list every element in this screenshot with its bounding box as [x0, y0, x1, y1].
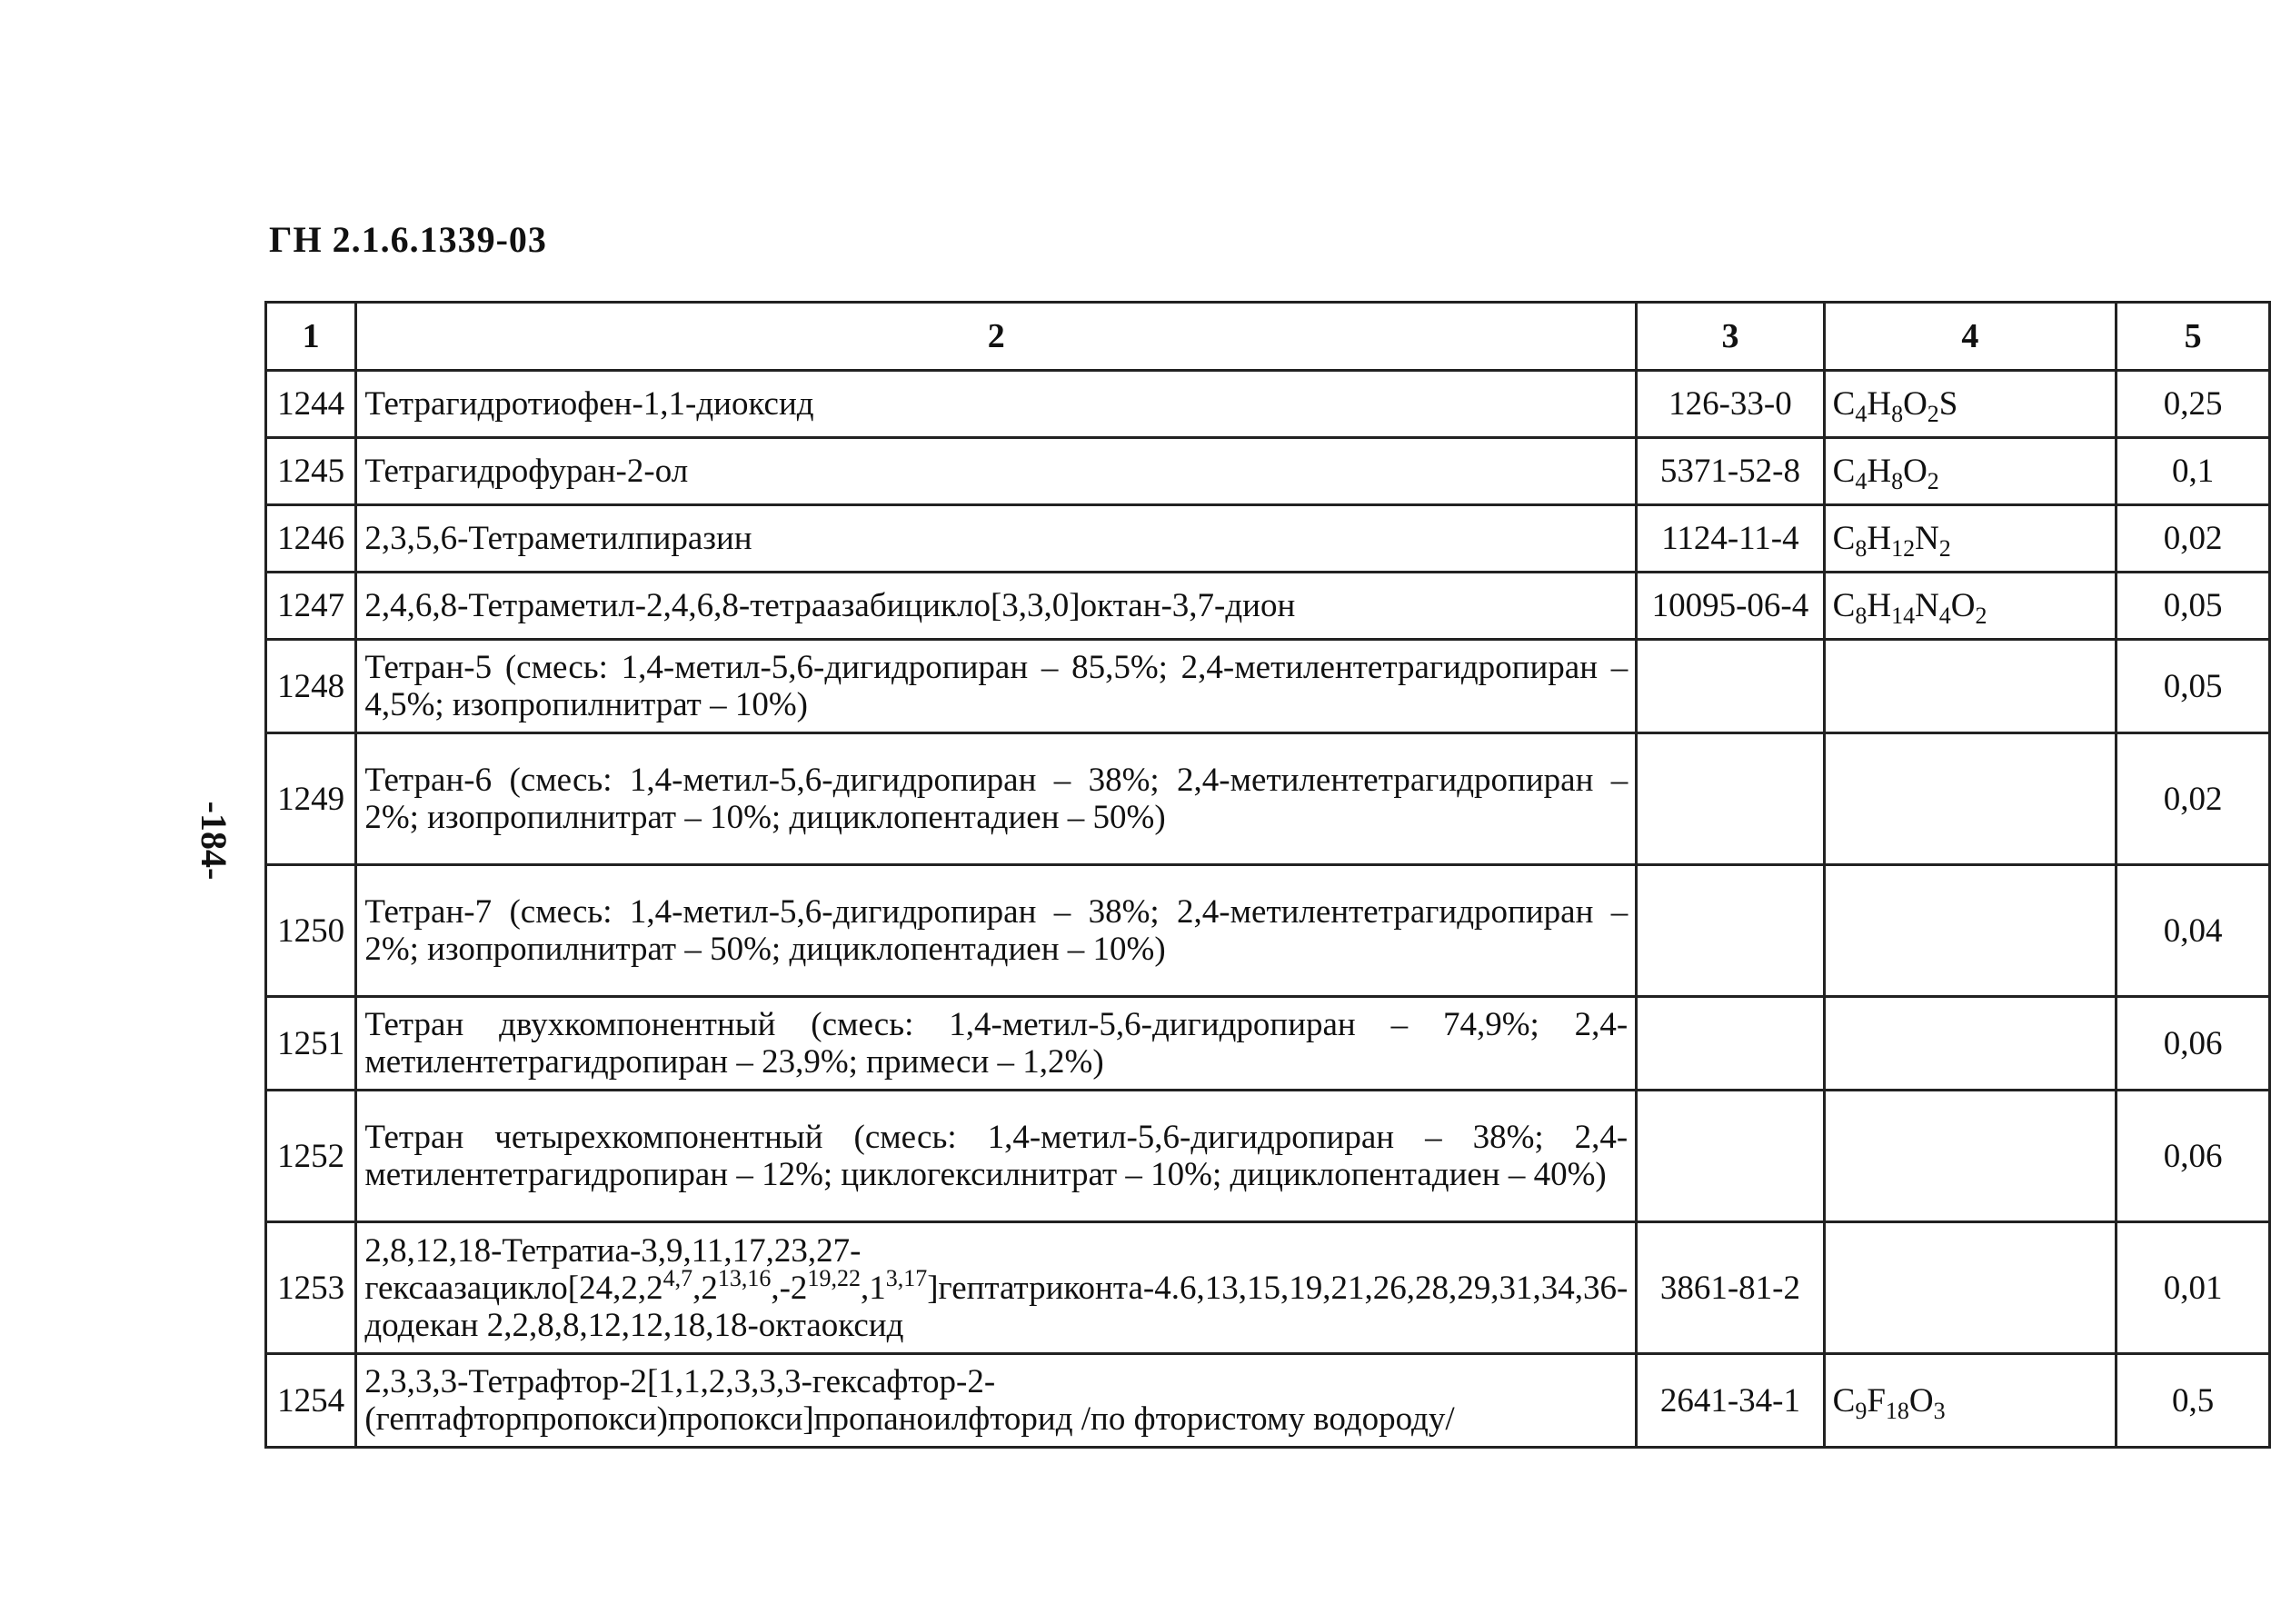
row-number-cell: 1254: [266, 1354, 356, 1448]
row-number-cell: 1250: [266, 865, 356, 997]
cas-number-cell: 1124-11-4: [1637, 505, 1824, 573]
mpc-value-cell: 0,02: [2117, 733, 2270, 865]
substance-name-cell: Тетран-6 (смесь: 1,4-метил-5,6-дигидропиран – 38%; 2,4-метилентетрагидропиран – 2%; изопропилнитрат – 10%; дициклопентадиен – 50%): [356, 733, 1637, 865]
cas-number-cell: [1637, 733, 1824, 865]
row-number-cell: 1244: [266, 371, 356, 438]
formula-cell: $C_8H_{12}N_2$: [1824, 505, 2117, 573]
substance-name-cell: Тетран-7 (смесь: 1,4-метил-5,6-дигидропиран – 38%; 2,4-метилентетрагидропиран – 2%; изопропилнитрат – 50%; дициклопентадиен – 10%): [356, 865, 1637, 997]
mpc-value-cell: 0,5: [2117, 1354, 2270, 1448]
mpc-value-cell: 0,06: [2117, 1091, 2270, 1222]
substance-name-cell: Тетрагидрофуран-2-ол: [356, 438, 1637, 505]
substance-name-cell: Тетран двухкомпонентный (смесь: 1,4-метил-5,6-дигидропиран – 74,9%; 2,4-метилентетрагидропиран – 23,9%; примеси – 1,2%): [356, 997, 1637, 1091]
substances-table: [264, 301, 2271, 1449]
formula-cell: $C_8H_{14}N_4O_2$: [1824, 573, 2117, 640]
cas-number-cell: [1637, 640, 1824, 733]
cas-number-cell: 3861-81-2: [1637, 1222, 1824, 1354]
formula-cell: $C_9F_{18}O_3$: [1824, 1354, 2117, 1448]
column-header: 1: [266, 303, 356, 371]
row-number-cell: 1253: [266, 1222, 356, 1354]
cas-number-cell: [1637, 1091, 1824, 1222]
mpc-value-cell: 0,05: [2117, 640, 2270, 733]
page-number: -184-: [194, 801, 234, 881]
formula-cell: [1824, 1091, 2117, 1222]
row-number-cell: 1251: [266, 997, 356, 1091]
substance-name-cell: 2,8,12,18-Тетратиа-3,9,11,17,23,27-гексаазацикло[24,2,2$^{4,7}$,2$^{13,16}$,-2$^{19,22}$,1$^{3,17}$]гептатриконта-4.6,13,15,19,21,26,28,29,31,34,36-додекан 2,2,8,8,12,12,18,18-октаоксид: [356, 1222, 1637, 1354]
row-number-cell: 1248: [266, 640, 356, 733]
column-header: 3: [1637, 303, 1824, 371]
table-header-row: [266, 303, 2270, 371]
formula-cell: [1824, 865, 2117, 997]
substance-name-cell: Тетрагидротиофен-1,1-диоксид: [356, 371, 1637, 438]
cas-number-cell: 10095-06-4: [1637, 573, 1824, 640]
table-row: [266, 733, 2270, 865]
table-row: [266, 505, 2270, 573]
table-row: [266, 573, 2270, 640]
table-row: [266, 1222, 2270, 1354]
row-number-cell: 1252: [266, 1091, 356, 1222]
row-number-cell: 1246: [266, 505, 356, 573]
mpc-value-cell: 0,1: [2117, 438, 2270, 505]
mpc-value-cell: 0,02: [2117, 505, 2270, 573]
table-row: [266, 438, 2270, 505]
substance-name-cell: 2,3,3,3-Тетрафтор-2[1,1,2,3,3,3-гексафтор-2-(гептафторпропокси)пропокси]пропаноилфторид /по фтористому водороду/: [356, 1354, 1637, 1448]
column-header: 5: [2117, 303, 2270, 371]
table-row: [266, 865, 2270, 997]
substance-name-cell: 2,3,5,6-Тетраметилпиразин: [356, 505, 1637, 573]
cas-number-cell: [1637, 865, 1824, 997]
column-header: 2: [356, 303, 1637, 371]
substance-name-cell: Тетран четырехкомпонентный (смесь: 1,4-метил-5,6-дигидропиран – 38%; 2,4-метилентетрагидропиран – 12%; циклогексилнитрат – 10%; дициклопентадиен – 40%): [356, 1091, 1637, 1222]
cas-number-cell: 5371-52-8: [1637, 438, 1824, 505]
mpc-value-cell: 0,01: [2117, 1222, 2270, 1354]
formula-cell: $C_4H_8O_2S$: [1824, 371, 2117, 438]
substance-name-cell: 2,4,6,8-Тетраметил-2,4,6,8-тетраазабицикло[3,3,0]октан-3,7-дион: [356, 573, 1637, 640]
table-row: [266, 1354, 2270, 1448]
table-row: [266, 371, 2270, 438]
formula-cell: [1824, 733, 2117, 865]
mpc-value-cell: 0,04: [2117, 865, 2270, 997]
table-row: [266, 997, 2270, 1091]
table-body: [266, 371, 2270, 1448]
formula-cell: [1824, 640, 2117, 733]
table-row: [266, 1091, 2270, 1222]
formula-cell: [1824, 1222, 2117, 1354]
substance-name-cell: Тетран-5 (смесь: 1,4-метил-5,6-дигидропиран – 85,5%; 2,4-метилентетрагидропиран – 4,5%; изопропилнитрат – 10%): [356, 640, 1637, 733]
cas-number-cell: [1637, 997, 1824, 1091]
column-header: 4: [1824, 303, 2117, 371]
cas-number-cell: 2641-34-1: [1637, 1354, 1824, 1448]
mpc-value-cell: 0,05: [2117, 573, 2270, 640]
row-number-cell: 1247: [266, 573, 356, 640]
row-number-cell: 1249: [266, 733, 356, 865]
row-number-cell: 1245: [266, 438, 356, 505]
mpc-value-cell: 0,25: [2117, 371, 2270, 438]
table-row: [266, 640, 2270, 733]
formula-cell: [1824, 997, 2117, 1091]
document-code: ГН 2.1.6.1339-03: [269, 219, 547, 260]
mpc-value-cell: 0,06: [2117, 997, 2270, 1091]
cas-number-cell: 126-33-0: [1637, 371, 1824, 438]
formula-cell: $C_4H_8O_2$: [1824, 438, 2117, 505]
